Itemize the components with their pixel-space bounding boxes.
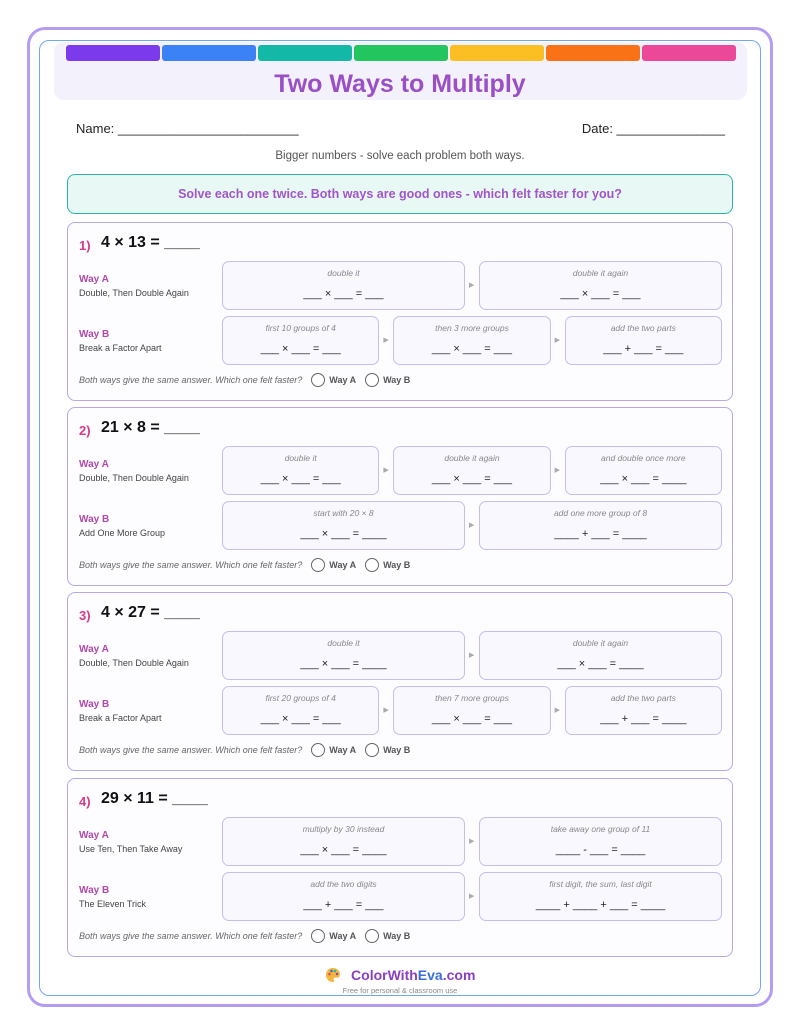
compare-question: Both ways give the same answer. Which one felt faster? [79,931,303,941]
radio-label: Way A [329,560,357,570]
step-hint: double it again [572,268,629,278]
way-b-radio[interactable] [365,929,379,943]
way-name: Way A [79,459,109,470]
step-box[interactable] [393,686,550,735]
step-equation-blank[interactable]: ___ × ___ = ____ [557,658,644,670]
step-hint: take away one group of 11 [550,824,651,834]
step-equation-blank[interactable]: ___ + ___ = ____ [600,713,687,725]
compare-question-row [79,558,410,572]
compare-question-row [79,929,410,943]
way-description: Double, Then Double Again [79,658,189,668]
color-stripe [450,45,544,61]
step-box[interactable] [222,686,379,735]
way-b-label [79,514,165,538]
way-a-label [79,644,189,668]
problem-expression[interactable]: 21 × 8 = ____ [101,419,200,436]
step-box[interactable] [393,316,550,365]
step-equation-blank[interactable]: ___ × ___ = ___ [260,473,341,485]
arrow-right-icon: ▶ [383,337,389,344]
step-equation-blank[interactable]: ___ × ___ = ____ [600,473,687,485]
step-equation-blank[interactable]: ___ × ___ = ____ [300,528,387,540]
arrow-right-icon: ▶ [383,467,389,474]
arrow-right-icon: ▶ [554,467,561,474]
compare-question: Both ways give the same answer. Which one felt faster? [79,375,303,385]
problem-number: 4) [79,794,91,809]
step-equation-blank[interactable]: ___ × ___ = ___ [431,343,513,355]
way-description: Double, Then Double Again [79,473,189,483]
step-box[interactable] [565,686,722,735]
step-equation-blank[interactable]: ___ + ___ = ___ [303,899,384,911]
step-equation-blank[interactable]: ___ × ___ = ___ [303,288,384,300]
way-a-label [79,274,189,298]
arrow-right-icon: ▶ [469,893,475,900]
color-stripe [162,45,256,61]
way-b-radio[interactable] [365,743,379,757]
step-equation-blank[interactable]: ___ × ___ = ____ [300,844,387,856]
step-hint: add the two parts [610,693,676,703]
step-equation-blank[interactable]: ___ × ___ = ___ [260,343,341,355]
step-hint: add one more group of 8 [553,508,648,518]
arrow-right-icon: ▶ [554,707,561,714]
way-name: Way B [79,514,110,525]
step-equation-blank[interactable]: ___ × ___ = ___ [260,713,341,725]
step-box[interactable] [222,261,465,310]
way-description: Break a Factor Apart [79,343,162,353]
step-box[interactable] [222,316,379,365]
step-box[interactable] [479,631,722,680]
problem-card [67,407,733,586]
step-box[interactable] [222,446,379,495]
color-stripe [258,45,352,61]
step-hint: double it [327,268,360,278]
way-name: Way A [79,274,109,285]
step-hint: start with 20 × 8 [313,508,374,518]
radio-label: Way A [329,375,357,385]
problem-expression[interactable]: 29 × 11 = ____ [101,790,208,807]
problem-number: 3) [79,608,91,623]
step-hint: and double once more [601,453,686,463]
way-description: The Eleven Trick [79,899,147,909]
way-a-label [79,830,182,854]
way-name: Way B [79,329,110,340]
radio-label: Way B [383,560,411,570]
step-box[interactable] [222,501,465,550]
way-b-radio[interactable] [365,558,379,572]
step-hint: multiply by 30 instead [302,824,385,834]
way-name: Way B [79,885,110,896]
step-box[interactable] [222,872,465,921]
step-equation-blank[interactable]: ___ + ___ = ___ [603,343,684,355]
way-description: Break a Factor Apart [79,713,162,723]
problem-card [67,592,733,771]
way-a-label [79,459,189,483]
color-stripe [546,45,640,61]
radio-label: Way A [329,931,357,941]
step-box[interactable] [479,501,722,550]
date-field[interactable]: Date: _______________ [581,121,725,136]
problem-number: 1) [79,238,91,253]
palette-icon [325,967,341,983]
problem-expression[interactable]: 4 × 13 = ____ [101,234,200,251]
way-description: Use Ten, Then Take Away [79,844,183,854]
step-box[interactable] [565,446,722,495]
way-b-label [79,329,162,353]
way-b-radio[interactable] [365,373,379,387]
step-hint: double it [327,638,360,648]
way-a-radio[interactable] [311,929,325,943]
radio-label: Way B [383,375,411,385]
step-box[interactable] [565,316,722,365]
radio-label: Way B [383,745,411,755]
step-hint: then 3 more groups [435,323,509,333]
color-stripe [66,45,160,61]
step-hint: first 10 groups of 4 [265,323,336,333]
step-hint: double it [284,453,317,463]
step-equation-blank[interactable]: ___ × ___ = ___ [431,713,513,725]
compare-question: Both ways give the same answer. Which one felt faster? [79,745,303,755]
step-box[interactable] [479,817,722,866]
step-equation-blank[interactable]: ___ × ___ = ___ [431,473,513,485]
step-equation-blank[interactable]: ____ + ___ = ____ [554,528,647,540]
problem-card [67,778,733,957]
way-a-radio[interactable] [311,373,325,387]
step-equation-blank[interactable]: ____ + ____ + ___ = ____ [535,899,666,911]
color-stripe [354,45,448,61]
way-name: Way A [79,644,109,655]
step-equation-blank[interactable]: ___ × ___ = ____ [300,658,387,670]
step-hint: then 7 more groups [435,693,509,703]
arrow-right-icon: ▶ [469,522,475,529]
step-hint: add the two parts [610,323,676,333]
way-a-radio[interactable] [311,743,325,757]
arrow-right-icon: ▶ [554,337,561,344]
step-hint: double it again [572,638,629,648]
arrow-right-icon: ▶ [469,282,475,289]
arrow-right-icon: ▶ [469,652,475,659]
radio-label: Way B [383,931,411,941]
compare-question-row [79,373,410,387]
step-box[interactable] [393,446,550,495]
step-equation-blank[interactable]: ___ × ___ = ___ [560,288,641,300]
brand-name[interactable]: ColorWithEva.com [351,967,476,983]
compare-question-row [79,743,410,757]
step-hint: add the two digits [310,879,377,889]
step-equation-blank[interactable]: ____ - ___ = ____ [555,844,646,856]
step-hint: first digit, the sum, last digit [549,879,652,889]
way-name: Way B [79,699,110,710]
problem-card [67,222,733,401]
brand-tagline: Free for personal & classroom use [342,986,458,995]
compare-question: Both ways give the same answer. Which one felt faster? [79,560,303,570]
tip-banner: Solve each one twice. Both ways are good ones - which felt faster for you? [67,174,733,214]
color-stripe-bar [66,45,736,61]
subtitle: Bigger numbers - solve each problem both ways. [275,150,525,162]
step-hint: first 20 groups of 4 [265,693,336,703]
way-description: Double, Then Double Again [79,288,189,298]
brand-footer [0,967,800,995]
step-box[interactable] [222,817,465,866]
problem-expression[interactable]: 4 × 27 = ____ [101,604,200,621]
arrow-right-icon: ▶ [383,707,389,714]
way-a-radio[interactable] [311,558,325,572]
step-hint: double it again [444,453,500,463]
way-b-label [79,885,146,909]
step-box[interactable] [479,261,722,310]
step-box[interactable] [479,872,722,921]
way-b-label [79,699,162,723]
page-title: Two Ways to Multiply [274,70,526,98]
color-stripe [642,45,736,61]
problem-number: 2) [79,423,91,438]
way-description: Add One More Group [79,528,166,538]
name-field[interactable]: Name: _________________________ [76,121,299,136]
radio-label: Way A [329,745,357,755]
way-name: Way A [79,830,109,841]
step-box[interactable] [222,631,465,680]
arrow-right-icon: ▶ [469,838,475,845]
